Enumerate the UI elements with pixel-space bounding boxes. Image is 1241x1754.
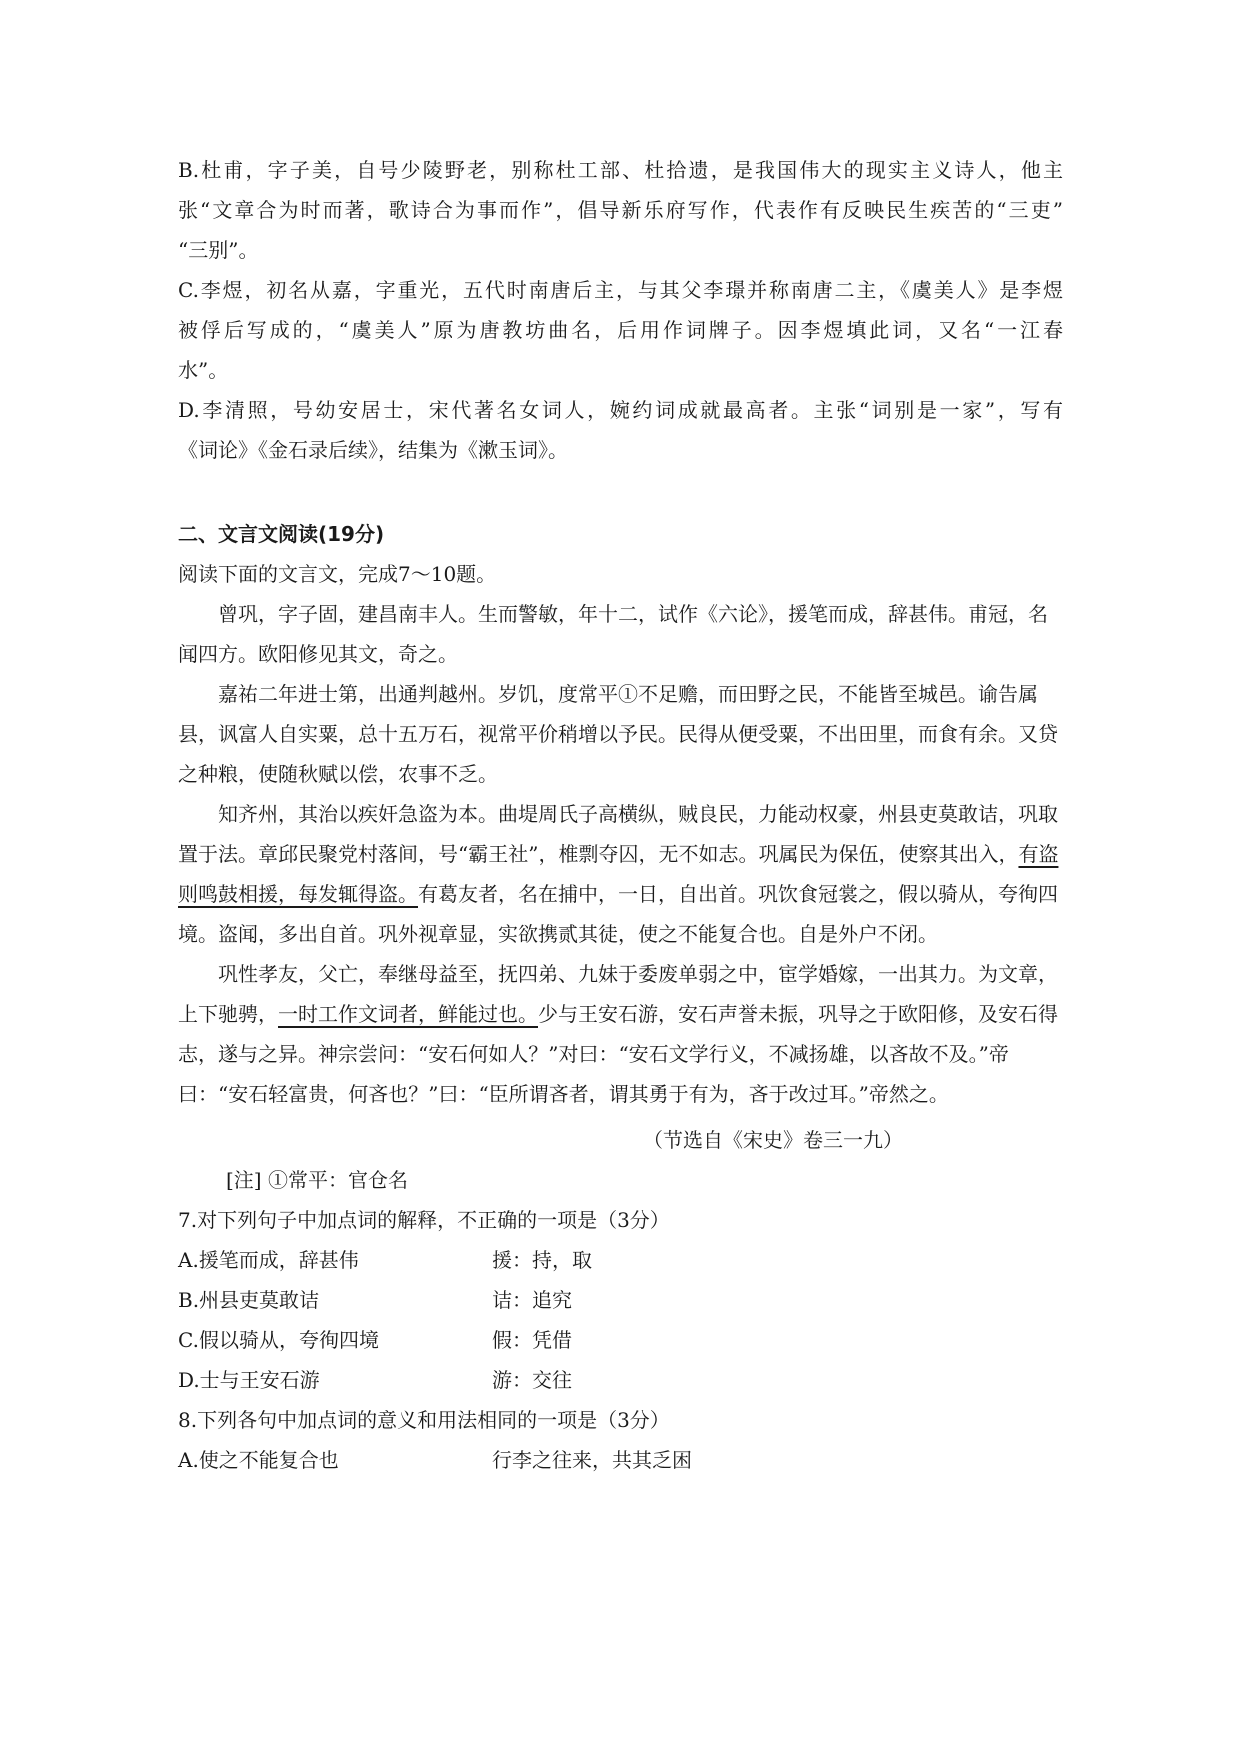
question-8-option-a [178, 1440, 1063, 1480]
passage-paragraph-2: 嘉祐二年进士第，出通判越州。岁饥，度常平①不足赡，而田野之民，不能皆至城邑。谕告属县，讽富人自实粟，总十五万石，视常平价稍增以予民。民得从便受粟，不出田里，而食有余。又贷之种粮，使随秋赋以偿，农事不乏。 [178, 682, 1058, 786]
passage-text: 少与王安石游，安石声誉未振，巩导之于欧阳修，及安石得志，遂与之异。神宗尝问：“安石何如人？”对曰：“安石文学行义，不减扬雄，以吝故不及。”帝曰：“安石轻富贵，何吝也？”曰：“臣所谓吝者，谓其勇于有为，吝于改过耳。”帝然之。 [178, 1002, 1058, 1106]
option-b-line: B.杜甫，字子美，自号少陵野老，别称杜工部、杜拾遗，是我国伟大的现实主义诗人，他主 [178, 158, 1063, 182]
option-sentence: B.州县吏莫敢诘 [178, 1288, 320, 1312]
option-d-line: 《词论》《金石录后续》，结集为《漱玉词》。 [178, 438, 568, 462]
option-c-line: C.李煜，初名从嘉，字重光，五代时南唐后主，与其父李璟并称南唐二主，《虞美人》是李煜 [178, 278, 1063, 302]
option-sentence: D.士与王安石游 [178, 1368, 320, 1392]
exam-page [178, 150, 1063, 1480]
option-b-line: 张“文章合为时而著，歌诗合为事而作”，倡导新乐府写作，代表作有反映民生疾苦的“三吏” [178, 198, 1063, 222]
option-c-line: 水”。 [178, 358, 229, 382]
question-7-option-d [178, 1360, 1063, 1400]
question-8-stem: 8.下列各句中加点词的意义和用法相同的一项是（3分） [178, 1408, 670, 1432]
option-gloss: 假：凭借 [492, 1328, 572, 1352]
question-7-option-c [178, 1320, 1063, 1360]
option-c-line: 被俘后写成的，“虞美人”原为唐教坊曲名，后用作词牌子。因李煜填此词，又名“一江春 [178, 318, 1063, 342]
passage-text: 知齐州，其治以疾奸急盗为本。曲堤周氏子高横纵，贼良民，力能动权豪，州县吏莫敢诘，巩取置于法。章邱民聚党村落间，号“霸王社”，椎剽夺囚，无不如志。巩属民为保伍，使察其出入， [178, 802, 1058, 866]
option-sentence: A.援笔而成，辞甚伟 [178, 1248, 359, 1272]
footnote: [注] ①常平：官仓名 [226, 1168, 408, 1192]
option-sentence: C.假以骑从，夸徇四境 [178, 1328, 379, 1352]
option-gloss: 游：交往 [492, 1368, 572, 1392]
passage-text: 有葛友者，名在捕中，一日，自出首。巩饮食冠裳之，假以骑从，夸徇四境。盗闻，多出自首。巩外视章显，实欲携贰其徒，使之不能复合也。自是外户不闭。 [178, 882, 1058, 946]
passage-paragraph-3 [178, 794, 1063, 954]
option-b-line: “三别”。 [178, 238, 259, 262]
option-d [178, 390, 1063, 470]
option-sentence: A.使之不能复合也 [178, 1448, 339, 1472]
option-gloss: 诘：追究 [492, 1288, 572, 1312]
option-gloss: 行李之往来，共其乏困 [492, 1448, 692, 1472]
underlined-sentence: 有盗则鸣鼓相援，每发辄得盗。 [178, 842, 1059, 906]
section-heading: 二、文言文阅读(19分) [178, 522, 385, 546]
question-7-stem: 7.对下列句子中加点词的解释，不正确的一项是（3分） [178, 1208, 670, 1232]
passage-paragraph-1: 曾巩，字子固，建昌南丰人。生而警敏，年十二，试作《六论》，援笔而成，辞甚伟。甫冠，名闻四方。欧阳修见其文，奇之。 [178, 602, 1048, 666]
option-c [178, 270, 1063, 390]
option-gloss: 援：持，取 [492, 1248, 592, 1272]
section-instruction: 阅读下面的文言文，完成7～10题。 [178, 562, 497, 586]
question-7-option-b [178, 1280, 1063, 1320]
passage-text: 巩性孝友，父亡，奉继母益至，抚四弟、九妹于委废单弱之中，宦学婚嫁，一出其力。为文章，上下驰骋， [178, 962, 1058, 1026]
passage-source: （节选自《宋史》卷三一九） [643, 1128, 903, 1152]
passage-paragraph-4 [178, 954, 1063, 1114]
question-7-option-a [178, 1240, 1063, 1280]
underlined-sentence: 一时工作文词者，鲜能过也。 [278, 1002, 538, 1026]
option-b [178, 150, 1063, 270]
option-d-line: D.李清照，号幼安居士，宋代著名女词人，婉约词成就最高者。主张“词别是一家”，写有 [178, 398, 1063, 422]
